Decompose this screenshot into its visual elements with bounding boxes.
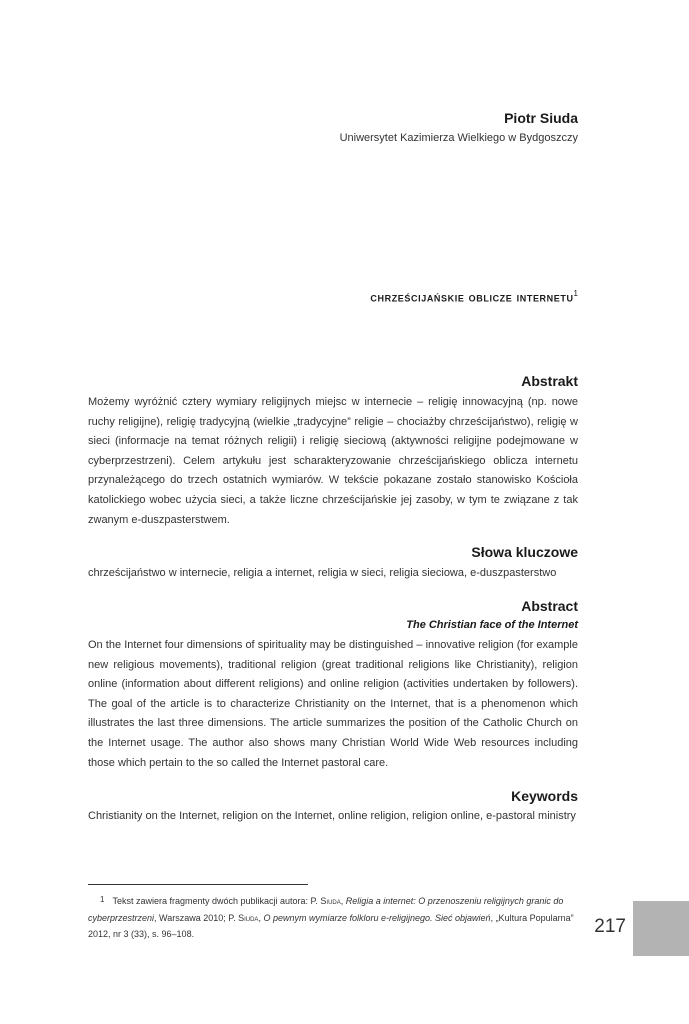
footnote xyxy=(88,892,578,943)
article-title xyxy=(370,289,578,304)
page-edge-tab xyxy=(633,901,689,956)
title-footnote-mark: 1 xyxy=(573,289,578,298)
article-title-text: chrześcijańskie oblicze internetu xyxy=(370,289,574,305)
keywords-pl-heading: Słowa kluczowe xyxy=(471,544,578,560)
footnote-part2: , xyxy=(340,896,346,906)
footnote-mark: 1 xyxy=(100,895,105,904)
abstract-pl-text: Możemy wyróżnić cztery wymiary religijnych miejsc w internecie – religię innowacyjną (np. nowe ruchy religijne), religię tradycyjną (wielkie „tradycyjne” religie – chociażby chrześcijaństwo), religię w sieci (informacje na temat różnych religii) i religię sieciową (aktywności religijne podejmowane w cyberprzestrzeni). Celem artykułu jest scharakteryzowanie chrześcijańskiego oblicza internetu przynależącego do trzech ostatnich wymiarów. W tekście pokazane zostało stanowisko Kościoła katolickiego wobec użycia sieci, a także liczne chrześcijańskie jej zasoby, w tym te związane z tak zwanym e-duszpasterstwem. xyxy=(88,396,578,526)
author-name: Piotr Siuda xyxy=(504,110,578,126)
footnote-rule xyxy=(88,884,308,885)
abstract-en-text: On the Internet four dimensions of spirituality may be distinguished – innovative religion (for example new religious movements), traditional religion (great traditional religions like Christianity), religion online (information about different religions) and online religion (activities undertaken by followers). The goal of the article is to characterize Christianity on the Internet, that is a phenomenon which illustrates the last three dimensions. The article summarizes the position of the Catholic Church on the Internet usage. The author also shows many Christian World Wide Web resources including those which pertain to the so called the Internet pastoral care. xyxy=(88,639,578,769)
keywords-en-heading: Keywords xyxy=(511,788,578,804)
footnote-part1: Tekst zawiera fragmenty dwóch publikacji autora: P. xyxy=(112,896,318,906)
abstract-pl-heading: Abstrakt xyxy=(521,373,578,389)
footnote-part5: , „Kultura Popularna” 2012, nr 3 (33), s. 96–108. xyxy=(88,912,574,939)
keywords-pl-text: chrześcijaństwo w internecie, religia a internet, religia w sieci, religia sieciowa, e-duszpasterstwo xyxy=(88,567,557,579)
keywords-en-text: Christianity on the Internet, religion on the Internet, online religion, religion online, e-pastoral ministry xyxy=(88,810,576,822)
abstract-en-heading: Abstract xyxy=(521,598,578,614)
footnote-part3: , Warszawa 2010; P. xyxy=(154,912,236,923)
footnote-title1: Religia a internet: O przenoszeniu religijnych granic do cyberprzestrzeni xyxy=(88,896,564,923)
page-number: 217 xyxy=(594,916,626,937)
footnote-part4: , xyxy=(258,912,264,923)
footnote-author1: Siuda xyxy=(320,896,341,906)
abstract-en-subtitle: The Christian face of the Internet xyxy=(406,619,578,631)
footnote-title2: O pewnym wymiarze folkloru e-religijnego. Sieć objawień xyxy=(263,912,491,923)
author-affiliation: Uniwersytet Kazimierza Wielkiego w Bydgoszczy xyxy=(339,132,578,144)
footnote-author2: Siuda xyxy=(238,912,259,923)
